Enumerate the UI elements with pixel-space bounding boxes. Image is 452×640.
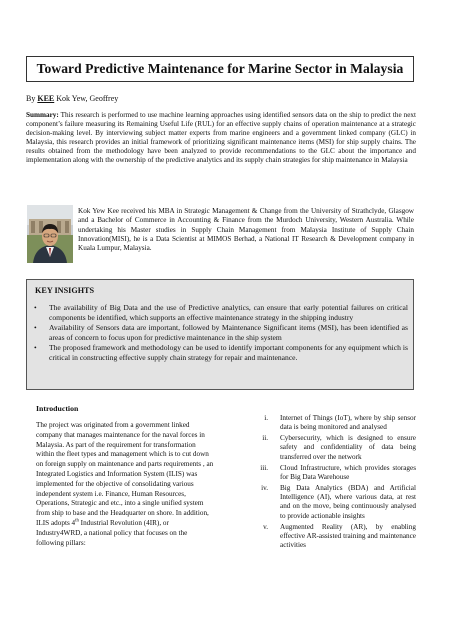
key-insight-item: [32, 323, 408, 343]
pillar-number: iii.: [260, 463, 268, 472]
pillar-item: [230, 523, 416, 551]
pillar-number: v.: [263, 522, 268, 531]
key-insight-item: [32, 303, 408, 323]
byline: [26, 94, 118, 103]
pillar-item: [230, 414, 416, 433]
pillars-list: [230, 414, 416, 552]
pillar-item: [230, 464, 416, 483]
pillar-number: i.: [264, 414, 268, 422]
author-photo-image: [27, 205, 73, 263]
pillar-text: Cybersecurity, which is designed to ensure safety and confidentiality of data being transferred over the network: [280, 434, 416, 461]
bullet-icon: •: [34, 323, 37, 333]
key-insights-list: [32, 303, 408, 363]
pillar-text: Internet of Things (IoT), where by ship sensor data is being monitored and analysed: [280, 414, 416, 432]
author-photo: [27, 205, 73, 263]
bullet-icon: •: [34, 343, 37, 353]
pillar-text: Big Data Analytics (BDA) and Artificial Intelligence (AI), where various data, at rest and on the move, being continuously analysed to provide actionable insights: [280, 483, 416, 520]
introduction-text-continued: Industrial Revolution (4IR), or Industry4WRD, a national policy that focuses on the following pillars:: [36, 518, 188, 547]
key-insight-text: Availability of Sensors data are important, followed by Maintenance Significant items (MSI), has been identified as areas of concern to focus upon for predictive maintenance in the ship system: [49, 323, 408, 342]
key-insight-text: The availability of Big Data and the use of Predictive analytics, can ensure that early potential failures on critical components be identified, which supports an effective maintenance strategy in the shipping industry: [49, 303, 408, 322]
author-bio: Kok Yew Kee received his MBA in Strategic Management & Change from the University of Strathclyde, Glasgow and a Bachelor of Commerce in Accounting & Finance from the Murdoch University, Western Australia. While undertaking his Master studies in Supply Chain Management from Malaysia Institute of Supply Chain Innovation(MISI), he is a Data Scientist at MIMOS Berhad, a National IT Research & Development company in Kuala Lumpur, Malaysia.: [78, 207, 414, 253]
pillar-item: [230, 434, 416, 462]
key-insights-heading: KEY INSIGHTS: [35, 286, 95, 295]
summary-label: Summary:: [26, 111, 59, 119]
introduction-text: The project was originated from a government linked company that manages maintenance for the naval forces in Malaysia. As part of the requirement for transformation within the fleet types and management which is to cut down on foreign supply on maintenance and parts requirements , an Integrated Logistics and Information System (ILIS) was implemented for the objective of consolidating various independent system i.e. Finance, Human Resources, Operations, Strategic and etc., into a single unified system from ship to base and the Headquarter on shore. In addition, ILIS adopts 4: [36, 421, 214, 527]
pillar-number: iv.: [261, 483, 268, 492]
pillar-number: ii.: [262, 434, 268, 443]
summary-text: This research is performed to use machine learning approaches using identified sensors data on the ship to predict the next component’s failure measuring its Remaining Useful Life (RUL) for an effective supply chains of operation maintenance at a strategic decision-making level. By interviewing subject matter experts from marine engineers and a government linked company (GLC) in Malaysia, this research provides an initial framework of prioritizing significant maintenance items (MSI) for ship supply chains. The results obtained from the methodology have been analyzed to provide recommendations to the GLC about the importance and implementation along with the ownership of the predictive analytics and its supply chain strategies for ship maintenance in Malaysia: [26, 111, 416, 164]
introduction-paragraph: [36, 421, 214, 548]
pillar-text: Augmented Reality (AR), by enabling effective AR-assisted training and maintenance activities: [280, 522, 416, 550]
key-insight-text: The proposed framework and methodology can be used to identify important components for any equipment which is critical in constructing effective supply chain strategy for repair and maintenance.: [49, 343, 408, 362]
summary-paragraph: [26, 111, 416, 165]
ordinal-superscript: th: [75, 518, 79, 524]
title-box: [26, 56, 414, 82]
page-title: Toward Predictive Maintenance for Marine Sector in Malaysia: [36, 61, 404, 76]
pillar-text: Cloud Infrastructure, which provides storages for Big Data Warehouse: [280, 463, 416, 481]
pillar-item: [230, 484, 416, 521]
key-insights-box: [26, 279, 414, 390]
key-insight-item: [32, 343, 408, 363]
byline-prefix: By: [26, 94, 38, 103]
introduction-heading: Introduction: [36, 404, 79, 413]
author-name-rest: Kok Yew, Geoffrey: [54, 94, 119, 103]
author-surname: KEE: [37, 94, 55, 103]
bullet-icon: •: [34, 303, 37, 312]
